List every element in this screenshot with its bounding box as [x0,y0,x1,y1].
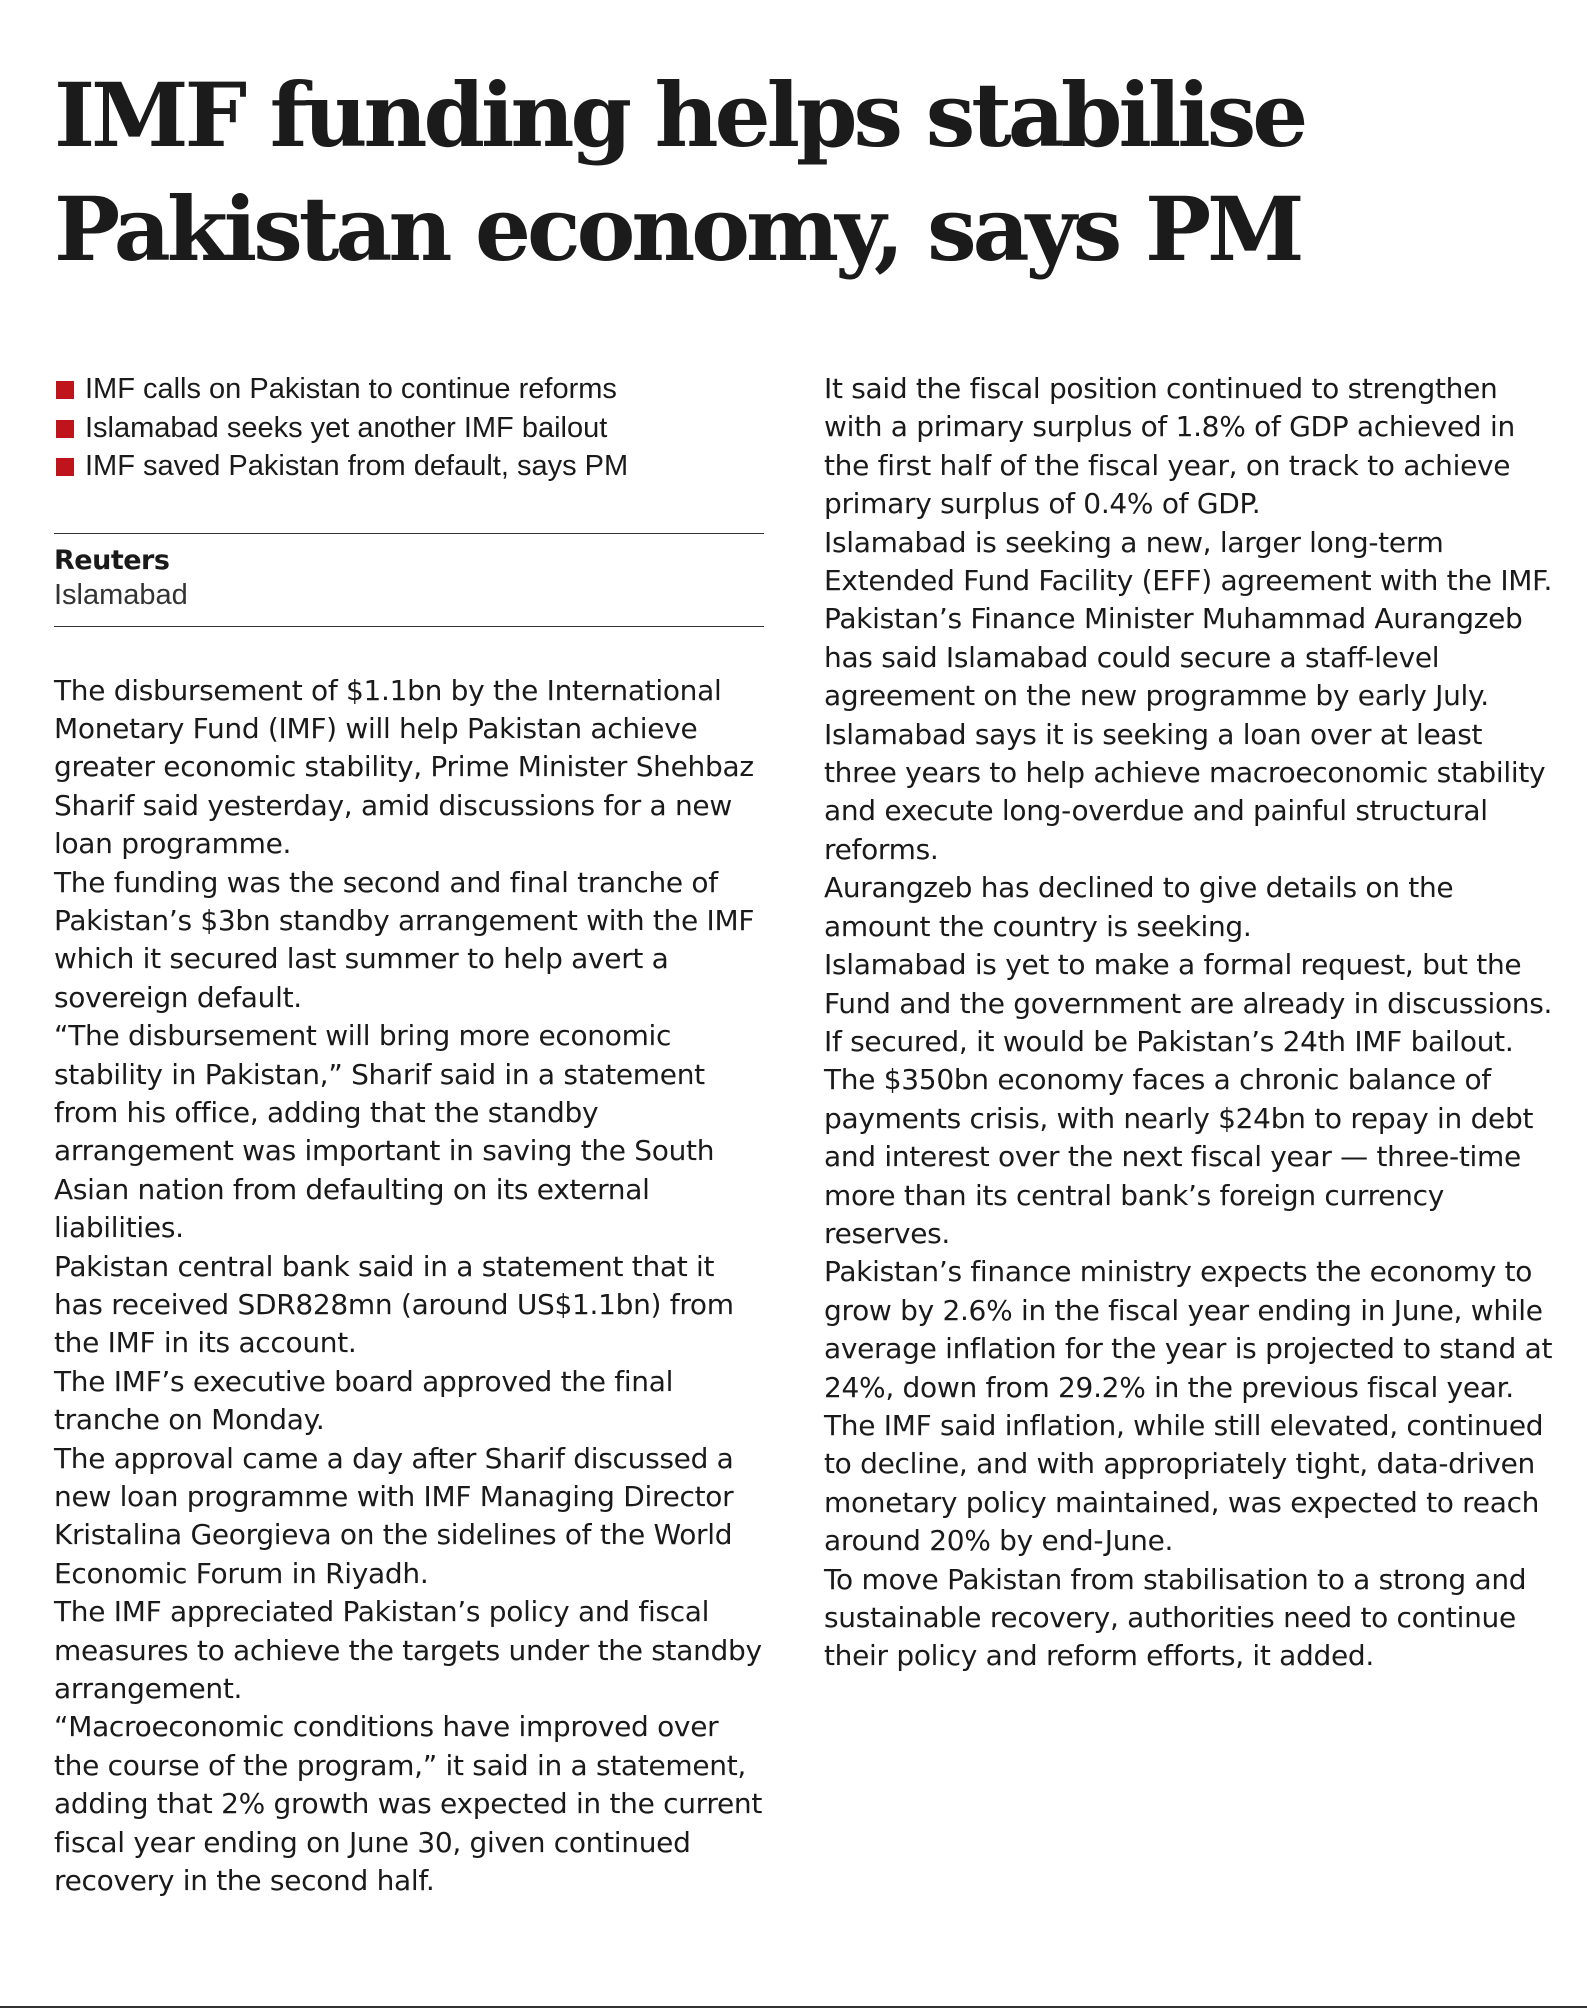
bullet-item [54,447,766,486]
summary-bullets [54,370,766,486]
paragraph: “The disbursement will bring more economic stability in Pakistan,” Sharif said in a statement from his office, adding that the standby arrangement was important in saving the South Asian nation from defaulting on its external liabilities. [54,1019,715,1245]
paragraph: “Macroeconomic conditions have improved over the course of the program,” it said in a statement, adding that 2% growth was expected in the current fiscal year ending on June 30, given continued recovery in the second half. [54,1710,763,1898]
left-column [54,370,766,1901]
headline [54,58,1554,286]
bullet-item [54,409,766,448]
paragraph: Pakistan’s finance ministry expects the economy to grow by 2.6% in the fiscal year ending in June, while average inflation for the year is projected to stand at 24%, down from 29.2% in the previous fiscal year. [824,1255,1553,1404]
red-square-bullet-icon [56,458,74,476]
paragraph: The IMF appreciated Pakistan’s policy and fiscal measures to achieve the targets under the standby arrangement. [54,1595,762,1706]
paragraph: Pakistan central bank said in a statement that it has received SDR828mn (around US$1.1bn) from the IMF in its account. [54,1249,734,1360]
paragraph: The disbursement of $1.1bn by the International Monetary Fund (IMF) will help Pakistan achieve greater economic stability, Prime Minister Shehbaz Sharif said yesterday, amid discussions for a new loan programme. [54,673,754,861]
byline-place: Islamabad [54,578,188,611]
paragraph: The IMF said inflation, while still elevated, continued to decline, and with appropriately tight, data-driven monetary policy maintained, was expected to reach around 20% by end-June. [824,1408,1544,1558]
bullet-item [54,370,766,409]
bullet-text: IMF calls on Pakistan to continue reforms [85,373,617,405]
paragraph: It said the fiscal position continued to strengthen with a primary surplus of 1.8% of GDP achieved in the first half of the fiscal year, on track to achieve primary surplus of 0.4% of GDP. [824,372,1515,521]
bullet-text: Islamabad seeks yet another IMF bailout [85,411,608,444]
paragraph: Islamabad is seeking a new, larger long-term Extended Fund Facility (EFF) agreement with the IMF. Pakistan’s Finance Minister Muhammad Aurangzeb has said Islamabad could secure a staff-level agreement on the new programme by early July. [824,525,1553,713]
paragraph: The $350bn economy faces a chronic balance of payments crisis, with nearly $24bn to repay in debt and interest over the next fiscal year — three-time more than its central bank’s foreign currency reserves. [824,1063,1534,1250]
byline-bottom-divider [54,626,764,627]
page-bottom-divider [0,2006,1587,2008]
paragraph: The IMF’s executive board approved the final tranche on Monday. [54,1364,674,1437]
byline [54,534,766,626]
left-body-text [54,672,766,1901]
paragraph: Islamabad is yet to make a formal request, but the Fund and the government are already in discussions. [824,948,1553,1020]
headline-line-2: Pakistan economy, says PM [54,177,1301,281]
right-body-text [824,370,1554,1676]
paragraph: To move Pakistan from stabilisation to a strong and sustainable recovery, authorities need to continue their policy and reform efforts, it added. [824,1562,1527,1673]
byline-agency: Reuters [54,544,170,576]
paragraph: The funding was the second and final tranche of Pakistan’s $3bn standby arrangement with the IMF which it secured last summer to help avert a sovereign default. [54,865,755,1014]
headline-line-1: IMF funding helps stabilise [54,63,1305,167]
paragraph: If secured, it would be Pakistan’s 24th IMF bailout. [824,1024,1514,1058]
paragraph: The approval came a day after Sharif discussed a new loan programme with IMF Managing Director Kristalina Georgieva on the sidelines of the World Economic Forum in Riyadh. [54,1441,734,1590]
bullet-text: IMF saved Pakistan from default, says PM [85,450,629,482]
red-square-bullet-icon [56,420,74,438]
paragraph: Islamabad says it is seeking a loan over at least three years to help achieve macroeconomic stability and execute long-overdue and painful structural reforms. [824,717,1546,866]
red-square-bullet-icon [56,381,74,399]
right-column [824,370,1554,1676]
paragraph: Aurangzeb has declined to give details on the amount the country is seeking. [824,871,1454,943]
